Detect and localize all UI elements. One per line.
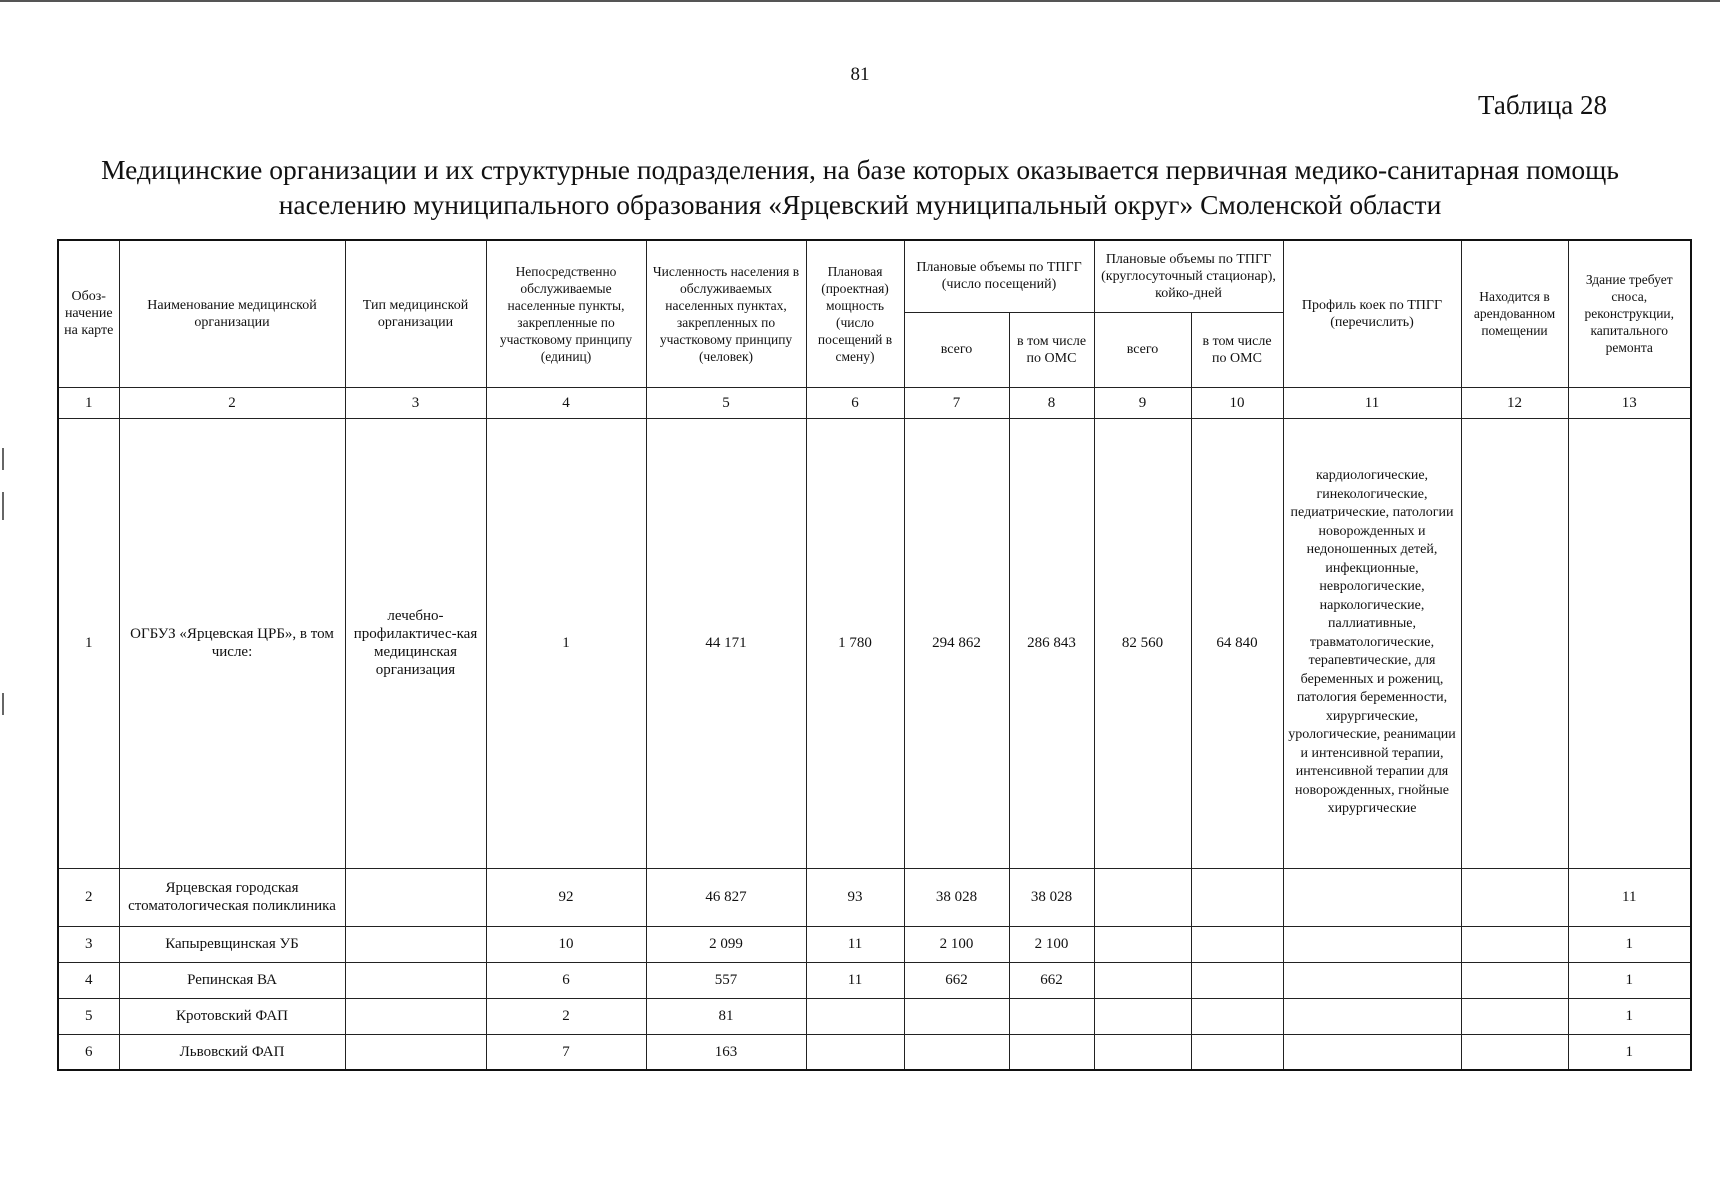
header-designation: Обоз- начение на карте: [58, 240, 119, 387]
visits-total: [904, 1034, 1009, 1070]
column-number: 10: [1191, 387, 1283, 418]
capacity: [806, 998, 904, 1034]
column-number: 8: [1009, 387, 1094, 418]
document-title: [40, 152, 1680, 222]
settlements-count: 10: [486, 926, 646, 962]
header-planned-visits: Плановые объемы по ТПГГ (число посещений): [904, 240, 1094, 312]
org-name: Капыревщинская УБ: [119, 926, 345, 962]
org-type: лечебно-профилактичес-кая медицинская организация: [345, 418, 486, 868]
building-repair: [1568, 418, 1691, 868]
bed-days-total: 82 560: [1094, 418, 1191, 868]
bed-days-oms: [1191, 998, 1283, 1034]
subheader-visits-oms: в том числе по ОМС: [1009, 312, 1094, 387]
table-row: [58, 998, 1691, 1034]
bed-profile: [1283, 998, 1461, 1034]
org-type: [345, 998, 486, 1034]
bed-days-oms: [1191, 926, 1283, 962]
population: 44 171: [646, 418, 806, 868]
page-top-border: [0, 0, 1720, 2]
row-number: 1: [58, 418, 119, 868]
row-number: 5: [58, 998, 119, 1034]
rented: [1461, 962, 1568, 998]
settlements-count: 1: [486, 418, 646, 868]
org-name: Репинская ВА: [119, 962, 345, 998]
org-type: [345, 1034, 486, 1070]
header-org-type: Тип медицинской организации: [345, 240, 486, 387]
org-name: Кротовский ФАП: [119, 998, 345, 1034]
visits-total: 2 100: [904, 926, 1009, 962]
visits-total: 38 028: [904, 868, 1009, 926]
visits-total: 294 862: [904, 418, 1009, 868]
settlements-count: 7: [486, 1034, 646, 1070]
medical-organizations-table: [57, 239, 1692, 1071]
rented: [1461, 926, 1568, 962]
row-number: 6: [58, 1034, 119, 1070]
org-type: [345, 962, 486, 998]
bed-profile: [1283, 962, 1461, 998]
visits-total: [904, 998, 1009, 1034]
column-number: 4: [486, 387, 646, 418]
bed-days-total: [1094, 998, 1191, 1034]
bed-days-oms: [1191, 868, 1283, 926]
bed-profile: [1283, 926, 1461, 962]
row-number: 4: [58, 962, 119, 998]
bed-days-total: [1094, 1034, 1191, 1070]
table-row: [58, 926, 1691, 962]
title-line-1: Медицинские организации и их структурные подразделения, на базе которых оказывается первичная медико-санитарная помощь: [101, 154, 1619, 185]
bed-days-oms: 64 840: [1191, 418, 1283, 868]
table-row: [58, 1034, 1691, 1070]
row-number: 2: [58, 868, 119, 926]
column-number: 12: [1461, 387, 1568, 418]
org-type: [345, 926, 486, 962]
capacity: 11: [806, 926, 904, 962]
bed-days-oms: [1191, 1034, 1283, 1070]
visits-oms: 2 100: [1009, 926, 1094, 962]
column-number: 7: [904, 387, 1009, 418]
table-row: [58, 868, 1691, 926]
visits-oms: 38 028: [1009, 868, 1094, 926]
margin-mark: [2, 492, 4, 520]
subheader-beds-total: всего: [1094, 312, 1191, 387]
header-bed-profile: Профиль коек по ТПГГ (перечислить): [1283, 240, 1461, 387]
bed-profile: [1283, 1034, 1461, 1070]
subheader-beds-oms: в том числе по ОМС: [1191, 312, 1283, 387]
bed-profile: кардиологические, гинекологические, педиатрические, патологии новорожденных и недоношенных детей, инфекционные, неврологические, наркологические, паллиативные, травматологические, терапевтические, для беременных и рожениц, патология беременности, хирургические, урологические, реанимации и интенсивной терапии, интенсивной терапии для новорожденных, гнойные хирургические: [1283, 418, 1461, 868]
header-planned-bed-days: Плановые объемы по ТПГГ (круглосуточный стационар), койко-дней: [1094, 240, 1283, 312]
column-number: 13: [1568, 387, 1691, 418]
rented: [1461, 998, 1568, 1034]
population: 2 099: [646, 926, 806, 962]
capacity: 11: [806, 962, 904, 998]
header-rented: Находится в арендованном помещении: [1461, 240, 1568, 387]
bed-days-total: [1094, 962, 1191, 998]
margin-mark: [2, 693, 4, 715]
settlements-count: 92: [486, 868, 646, 926]
building-repair: 1: [1568, 998, 1691, 1034]
bed-days-total: [1094, 926, 1191, 962]
subheader-visits-total: всего: [904, 312, 1009, 387]
column-numbers-row: [58, 387, 1691, 418]
building-repair: 1: [1568, 1034, 1691, 1070]
building-repair: 11: [1568, 868, 1691, 926]
visits-oms: 662: [1009, 962, 1094, 998]
visits-oms: 286 843: [1009, 418, 1094, 868]
capacity: 93: [806, 868, 904, 926]
capacity: 1 780: [806, 418, 904, 868]
org-name: Ярцевская городская стоматологическая поликлиника: [119, 868, 345, 926]
header-org-name: Наименование медицинской организации: [119, 240, 345, 387]
org-type: [345, 868, 486, 926]
capacity: [806, 1034, 904, 1070]
building-repair: 1: [1568, 962, 1691, 998]
column-number: 6: [806, 387, 904, 418]
title-line-2: населению муниципального образования «Ярцевский муниципальный округ» Смоленской области: [278, 189, 1442, 220]
rented: [1461, 1034, 1568, 1070]
column-number: 1: [58, 387, 119, 418]
table-row: [58, 418, 1691, 868]
column-number: 9: [1094, 387, 1191, 418]
row-number: 3: [58, 926, 119, 962]
visits-total: 662: [904, 962, 1009, 998]
header-capacity: Плановая (проектная) мощность (число посещений в смену): [806, 240, 904, 387]
table-row: [58, 962, 1691, 998]
building-repair: 1: [1568, 926, 1691, 962]
population: 46 827: [646, 868, 806, 926]
column-number: 11: [1283, 387, 1461, 418]
settlements-count: 6: [486, 962, 646, 998]
column-number: 2: [119, 387, 345, 418]
rented: [1461, 868, 1568, 926]
population: 557: [646, 962, 806, 998]
table-label: Таблица 28: [1478, 90, 1607, 120]
visits-oms: [1009, 1034, 1094, 1070]
page-number: 81: [850, 64, 870, 85]
column-number: 5: [646, 387, 806, 418]
population: 163: [646, 1034, 806, 1070]
bed-days-oms: [1191, 962, 1283, 998]
bed-profile: [1283, 868, 1461, 926]
margin-mark: [2, 448, 4, 470]
org-name: Львовский ФАП: [119, 1034, 345, 1070]
visits-oms: [1009, 998, 1094, 1034]
org-name: ОГБУЗ «Ярцевская ЦРБ», в том числе:: [119, 418, 345, 868]
settlements-count: 2: [486, 998, 646, 1034]
bed-days-total: [1094, 868, 1191, 926]
column-number: 3: [345, 387, 486, 418]
header-population: Численность населения в обслуживаемых населенных пунктах, закрепленных по участковому принципу (человек): [646, 240, 806, 387]
rented: [1461, 418, 1568, 868]
header-settlements: Непосредственно обслуживаемые населенные пункты, закрепленные по участковому принципу (единиц): [486, 240, 646, 387]
header-building-repair: Здание требует сноса, реконструкции, капитального ремонта: [1568, 240, 1691, 387]
population: 81: [646, 998, 806, 1034]
